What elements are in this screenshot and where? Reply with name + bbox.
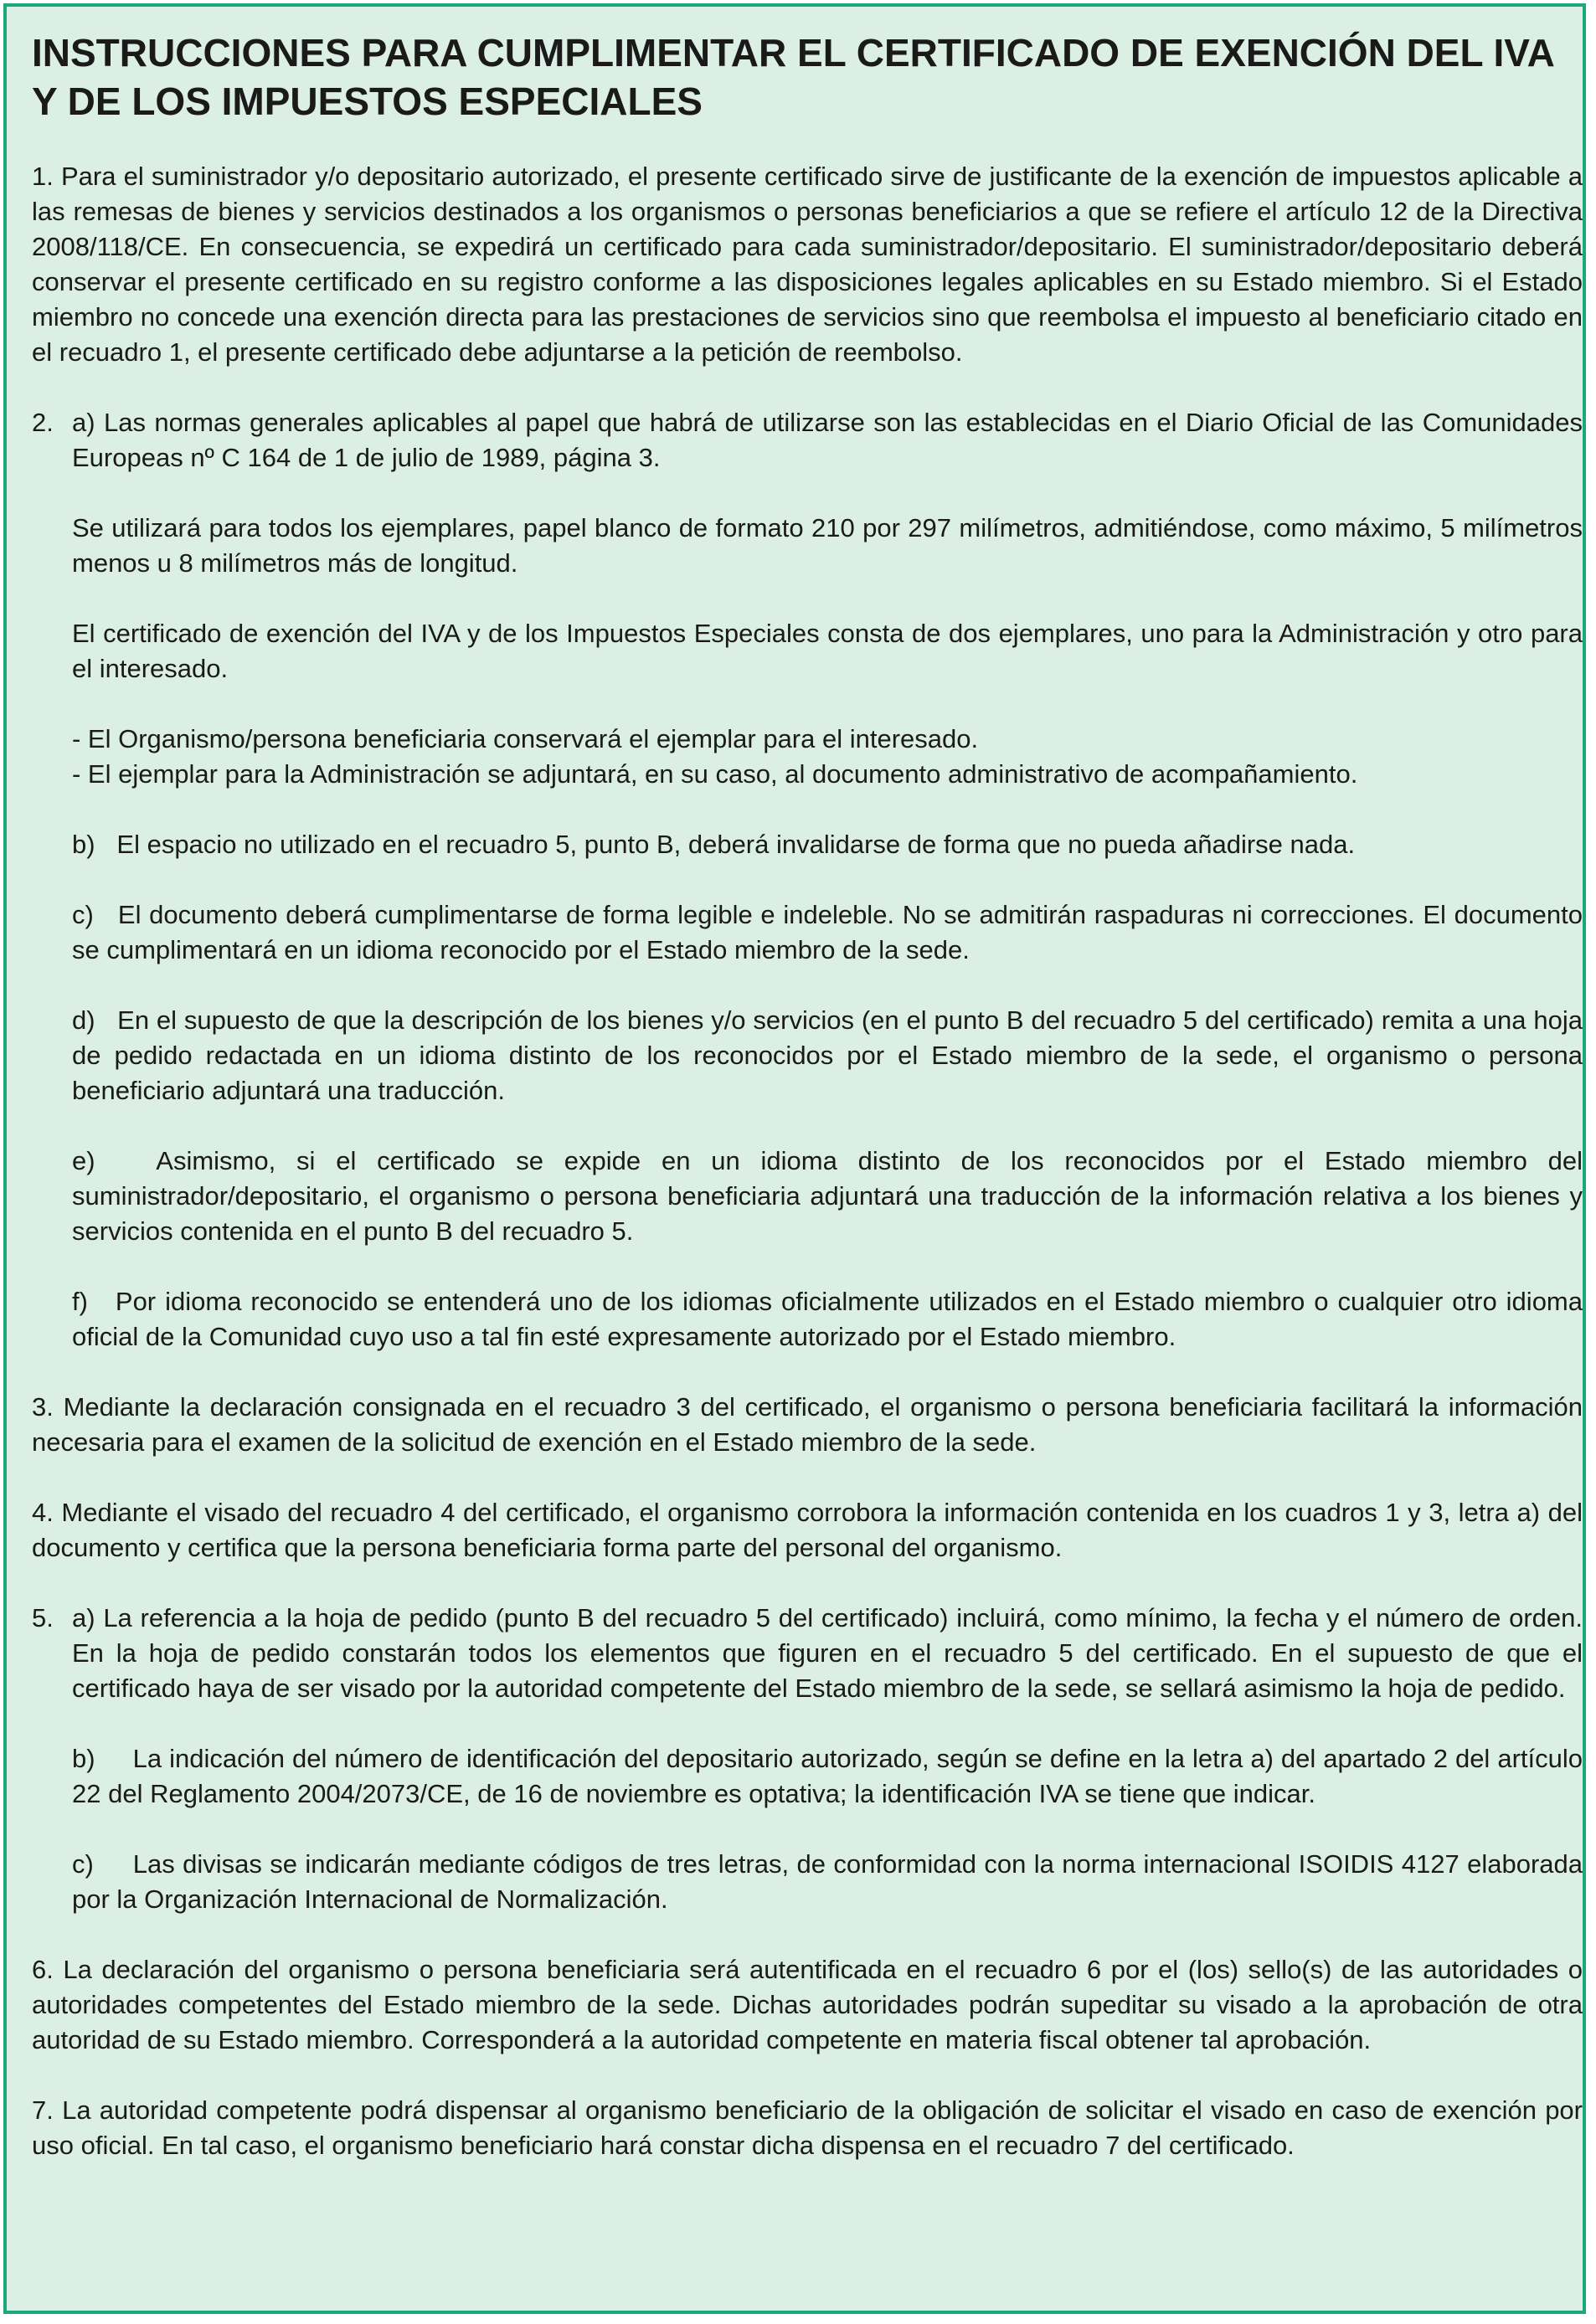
paragraph-5-b: b) La indicación del número de identificación del depositario autorizado, según se define en la letra a) del apartado 2 del artículo 22 del Reglamento 2004/2073/CE, de 16 de noviembre es optativa; la identificación IVA se tiene que indicar. (72, 1744, 1590, 1808)
paragraph-2-a: a) Las normas generales aplicables al papel que habrá de utilizarse son las establecidas en el Diario Oficial de las Comunidades Europeas nº C 164 de 1 de julio de 1989, página 3. (72, 408, 1583, 472)
paragraph-5-a: a) La referencia a la hoja de pedido (punto B del recuadro 5 del certificado) incluirá, como mínimo, la fecha y el número de orden. En la hoja de pedido constarán todos los elementos que figuren en el recuadro 5 del certificado. En el supuesto de que el certificado haya de ser visado por la autoridad competente del Estado miembro de la sede, se sellará asimismo la hoja de pedido. (72, 1603, 1583, 1703)
paragraph-5 (32, 1601, 1590, 1917)
paragraph-1: 1. Para el suministrador y/o depositario autorizado, el presente certificado sirve de justificante de la exención de impuestos aplicable a las remesas de bienes y servicios destinados a los organismos o personas beneficiarios a que se refiere el artículo 12 de la Directiva 2008/118/CE. En consecuencia, se expedirá un certificado para cada suministrador/depositario. El suministrador/depositario deberá conservar el presente certificado en su registro conforme a las disposiciones legales aplicables en su Estado miembro. Si el Estado miembro no concede una exención directa para las prestaciones de servicios sino que reembolsa el impuesto al beneficiario citado en el recuadro 1, el presente certificado debe adjuntarse a la petición de reembolso. (32, 162, 1583, 367)
paragraph-2-number: 2. (32, 408, 54, 437)
paragraph-3: 3. Mediante la declaración consignada en el recuadro 3 del certificado, el organismo o persona beneficiaria facilitará la información necesaria para el examen de la solicitud de exención en el Estado miembro de la sede. (32, 1392, 1583, 1457)
paragraph-7: 7. La autoridad competente podrá dispensar al organismo beneficiario de la obligación de solicitar el visado en caso de exención por uso oficial. En tal caso, el organismo beneficiario hará constar dicha dispensa en el recuadro 7 del certificado. (32, 2095, 1583, 2160)
paragraph-2-e: e) Asimismo, si el certificado se expide en un idioma distinto de los reconocidos por el Estado miembro del suministrador/depositario, el organismo o persona beneficiaria adjuntará una traducción de la información relativa a los bienes y servicios contenida en el punto B del recuadro 5. (72, 1146, 1590, 1246)
document-page (3, 3, 1590, 2314)
paragraph-5-number: 5. (32, 1603, 54, 1632)
paragraph-5-c: c) Las divisas se indicarán mediante códigos de tres letras, de conformidad con la norma internacional ISOIDIS 4127 elaborada por la Organización Internacional de Normalización. (72, 1849, 1590, 1914)
paragraph-2 (32, 405, 1590, 1355)
document-content (32, 28, 1590, 2163)
paragraph-2-a-copies: El certificado de exención del IVA y de los Impuestos Especiales consta de dos ejemplares, uno para la Administración y otro para el interesado. (72, 619, 1583, 683)
paragraph-2-d: d) En el supuesto de que la descripción de los bienes y/o servicios (en el punto B del recuadro 5 del certificado) remita a una hoja de pedido redactada en un idioma distinto de los reconocidos por el Estado miembro de la sede, el organismo o persona beneficiario adjuntará una traducción. (72, 1005, 1590, 1105)
paragraph-4: 4. Mediante el visado del recuadro 4 del certificado, el organismo corrobora la información contenida en los cuadros 1 y 3, letra a) del documento y certifica que la persona beneficiaria forma parte del personal del organismo. (32, 1498, 1583, 1562)
page-title: INSTRUCCIONES PARA CUMPLIMENTAR EL CERTIFICADO DE EXENCIÓN DEL IVA Y DE LOS IMPUESTOS ESPECIALES (32, 31, 1554, 123)
paragraph-2-a-paper: Se utilizará para todos los ejemplares, papel blanco de formato 210 por 297 milímetros, admitiéndose, como máximo, 5 milímetros menos u 8 milímetros más de longitud. (72, 513, 1583, 578)
paragraph-6: 6. La declaración del organismo o persona beneficiaria será autentificada en el recuadro 6 por el (los) sello(s) de las autoridades o autoridades competentes del Estado miembro de la sede. Dichas autoridades podrán supeditar su visado a la aprobación de otra autoridad de su Estado miembro. Corresponderá a la autoridad competente en materia fiscal obtener tal aprobación. (32, 1955, 1583, 2054)
paragraph-2-b: b) El espacio no utilizado en el recuadro 5, punto B, deberá invalidarse de forma que no pueda añadirse nada. (72, 830, 1356, 859)
paragraph-2-dash-2: - El ejemplar para la Administración se adjuntará, en su caso, al documento administrativo de acompañamiento. (72, 759, 1358, 789)
paragraph-2-c: c) El documento deberá cumplimentarse de forma legible e indeleble. No se admitirán raspaduras ni correcciones. El documento se cumplimentará en un idioma reconocido por el Estado miembro de la sede. (72, 900, 1590, 964)
paragraph-2-f: f) Por idioma reconocido se entenderá uno de los idiomas oficialmente utilizados en el Estado miembro o cualquier otro idioma oficial de la Comunidad cuyo uso a tal fin esté expresamente autorizado por el Estado miembro. (72, 1287, 1590, 1351)
paragraph-2-dash-1: - El Organismo/persona beneficiaria conservará el ejemplar para el interesado. (72, 724, 979, 753)
